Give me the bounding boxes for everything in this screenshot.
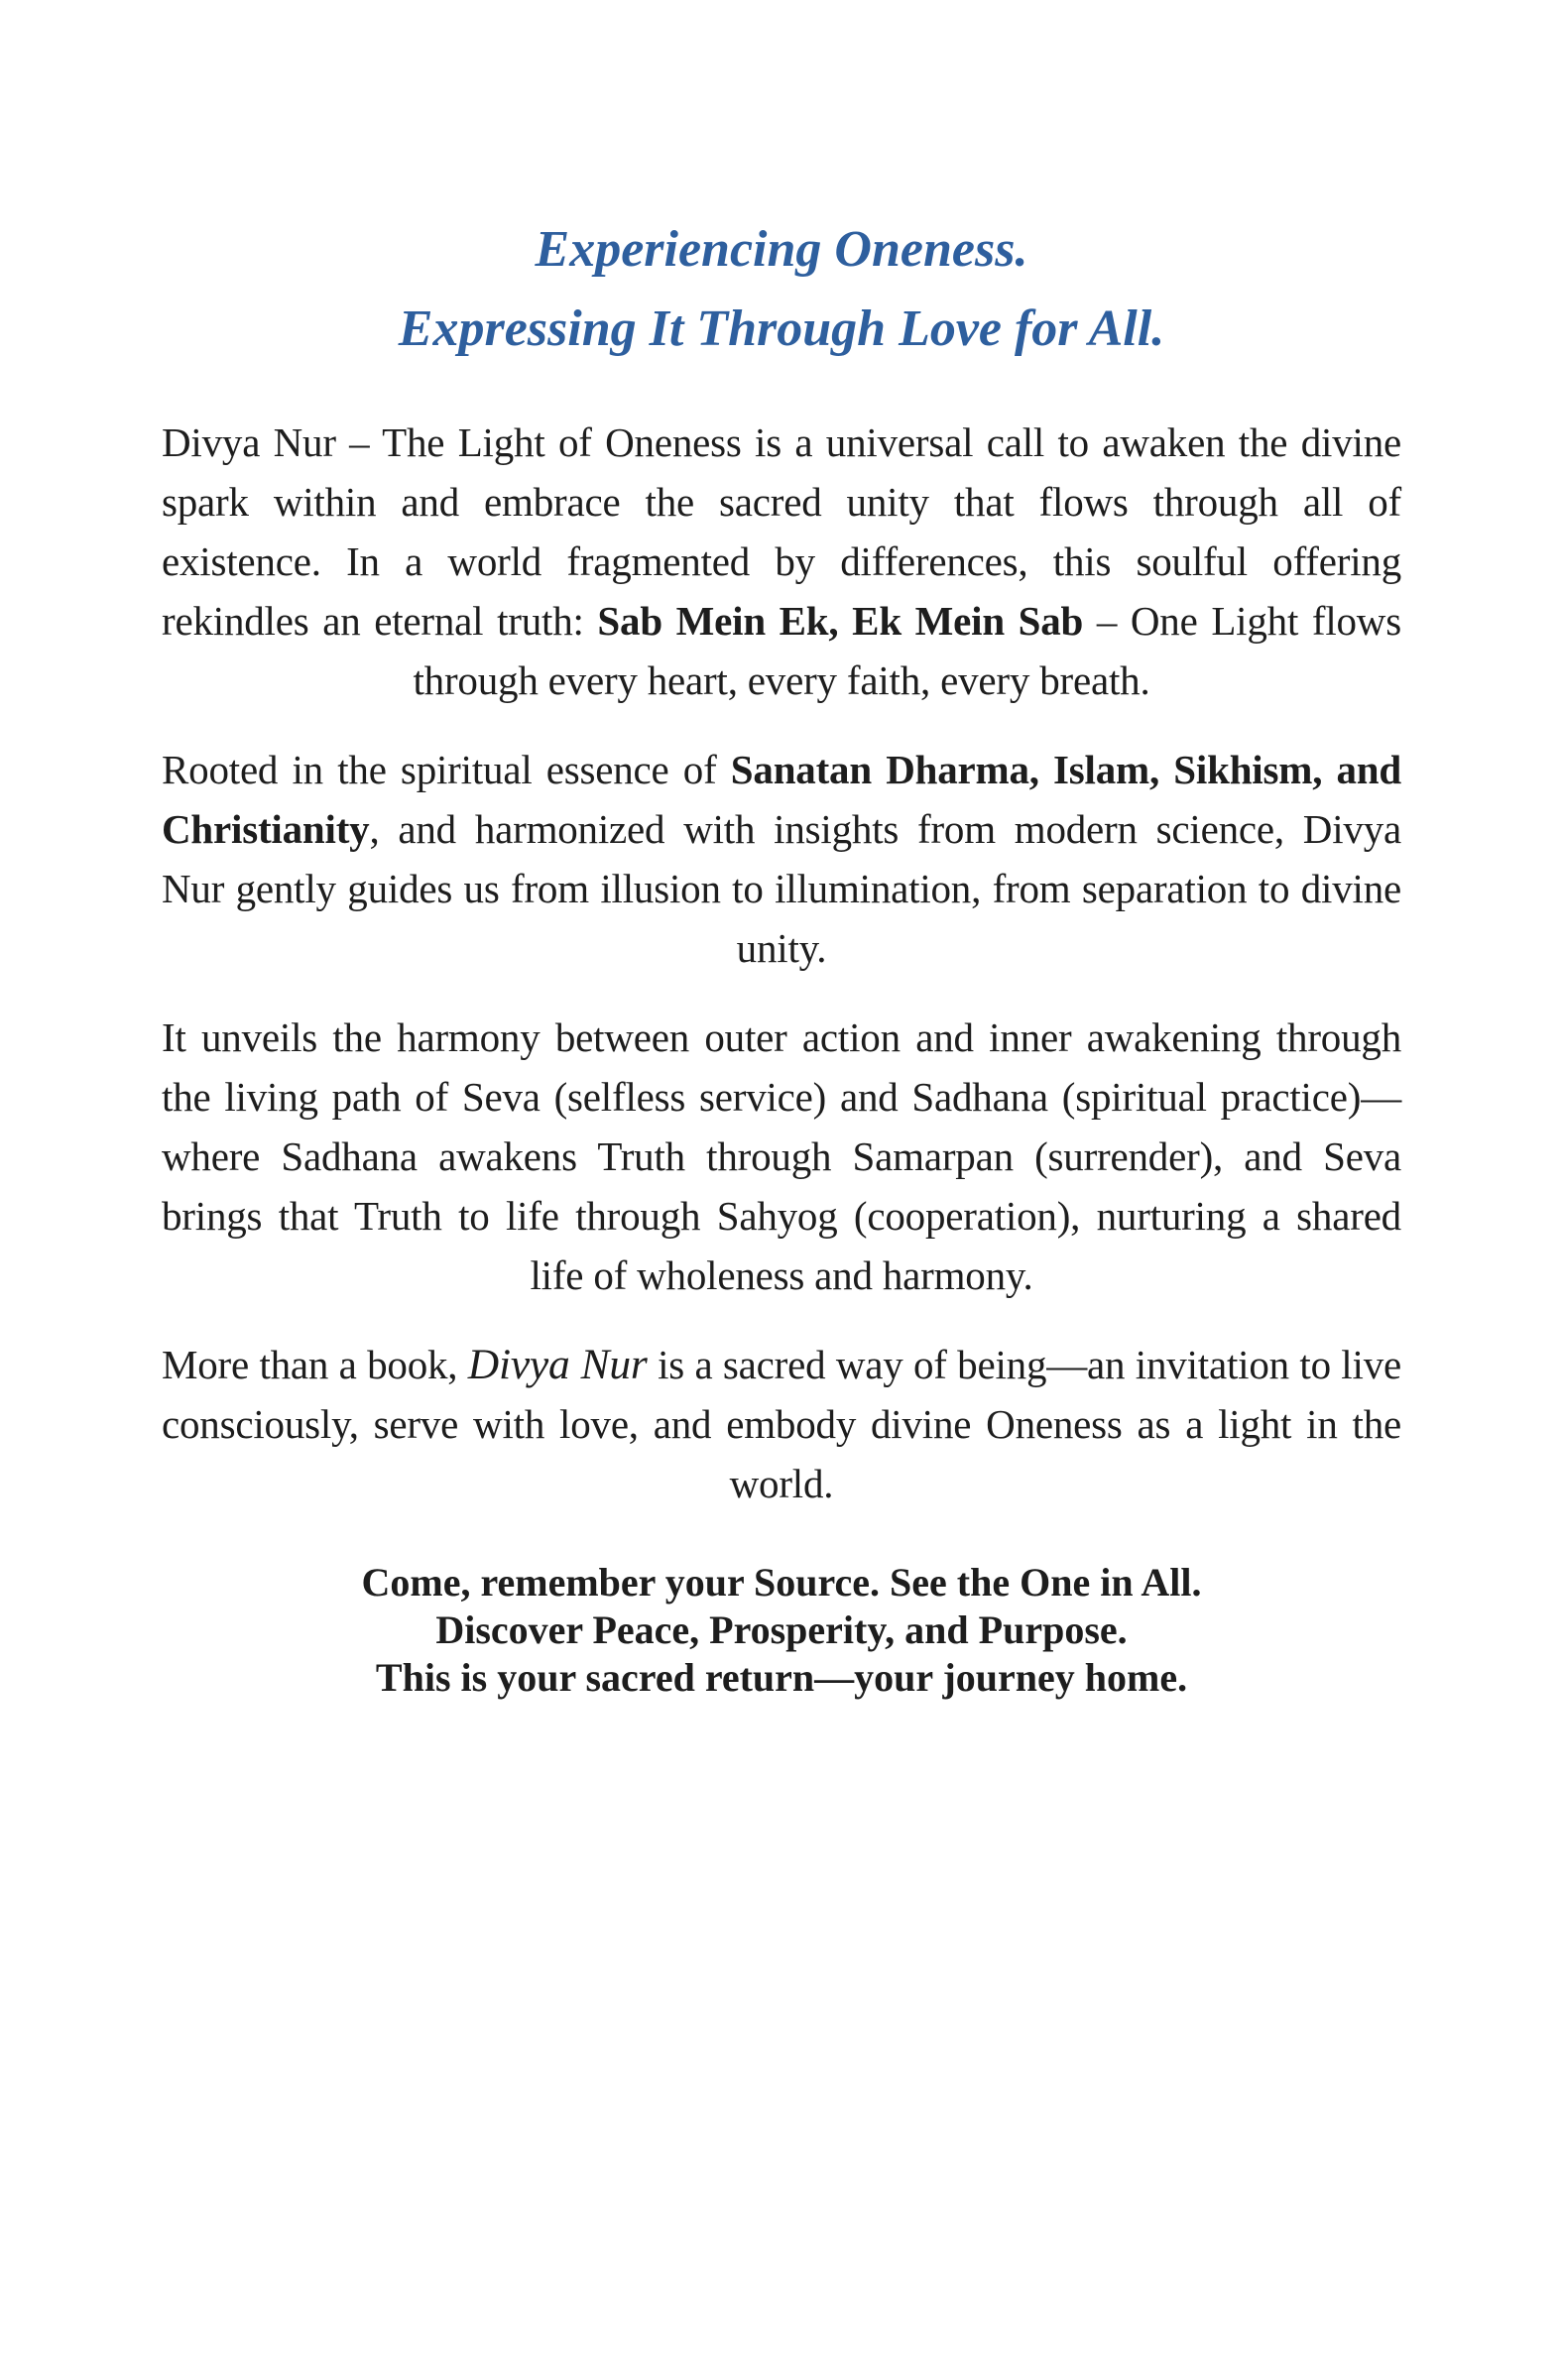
paragraph-4-book-title-italic: Divya Nur [467,1341,648,1388]
closing-line-2: Discover Peace, Prosperity, and Purpose. [435,1607,1128,1652]
paragraph-1-text: Divya Nur – The Light of Oneness is a universal call to awaken the divine spark within and embrace the sacred unity that flows through all of existence. In a world fragmented by differences, this soulful offering rekindles an eternal truth: [162,419,1401,644]
book-tagline-heading [162,210,1401,369]
paragraph-3-text: It unveils the harmony between outer action and inner awakening through the living path of Seva (selfless service) and Sadhana (spiritual practice)—where Sadhana awakens Truth through Samarpan (surrender), and Seva brings that Truth to life through Sahyog (cooperation), nurturing a shared life of wholeness and harmony. [162,1014,1401,1298]
tagline-line-2: Expressing It Through Love for All. [398,300,1165,357]
paragraph-1-text-end: – One Light flows through every heart, every faith, every breath. [413,598,1401,703]
synopsis-paragraph-3 [162,1008,1401,1305]
paragraph-1-bold-phrase: Sab Mein Ek, Ek Mein Sab [597,598,1084,644]
paragraph-4-text-end: is a sacred way of being—an invitation to live consciously, serve with love, and embody divine Oneness as a light in the world. [162,1342,1401,1506]
closing-invocation [162,1559,1401,1702]
paragraph-2-text-end: , and harmonized with insights from modern science, Divya Nur gently guides us from illusion to illumination, from separation to divine unity. [162,806,1401,971]
tagline-line-1: Experiencing Oneness. [535,221,1028,278]
synopsis-paragraph-2 [162,740,1401,978]
synopsis-paragraph-4 [162,1335,1401,1513]
closing-line-3: This is your sacred return—your journey home. [375,1655,1188,1700]
synopsis-paragraph-1 [162,413,1401,710]
closing-line-1: Come, remember your Source. See the One in All. [361,1560,1202,1605]
paragraph-2-bold-phrase: Sanatan Dharma, Islam, Sikhism, and Christianity [162,747,1401,852]
paragraph-4-text: More than a book, [162,1342,468,1387]
paragraph-2-text: Rooted in the spiritual essence of [162,747,731,792]
